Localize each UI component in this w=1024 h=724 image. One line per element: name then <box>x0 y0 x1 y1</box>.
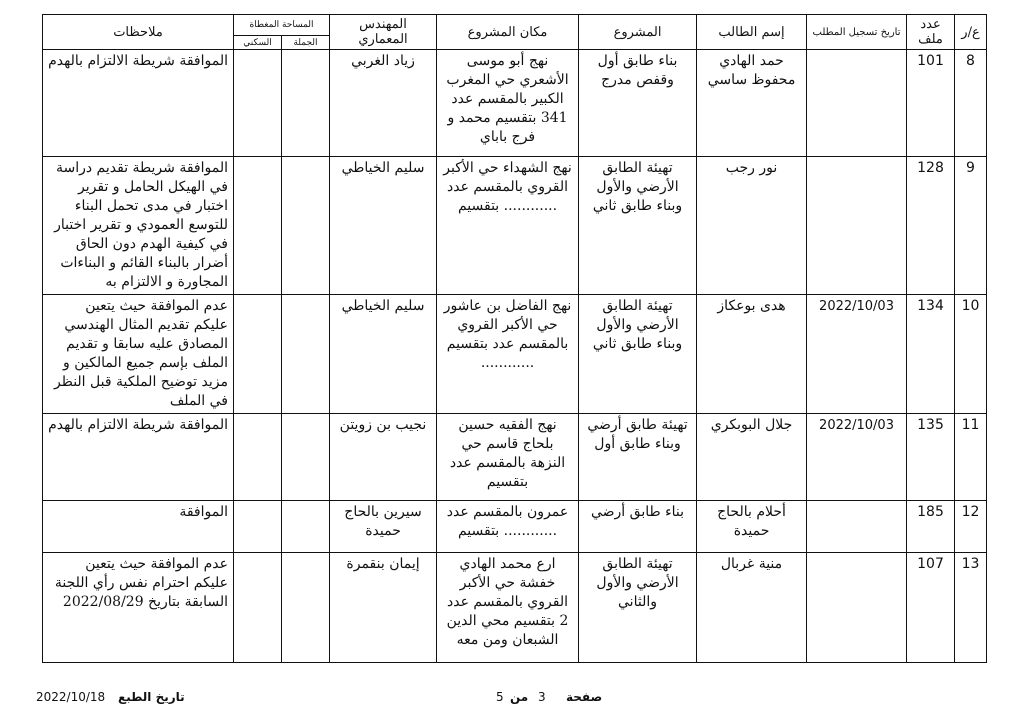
area-total <box>282 157 330 295</box>
registration-date <box>807 553 907 663</box>
area-residential <box>234 157 282 295</box>
council-decisions-table <box>42 14 987 663</box>
project-description: بناء طابق أول وقفص مدرج <box>579 50 697 157</box>
project-location: عمرون بالمقسم عدد ............ بتقسيم <box>437 501 579 553</box>
registration-date: 2022/10/03 <box>807 414 907 501</box>
table-row <box>43 414 987 501</box>
architect-name: سيرين بالحاج حميدة <box>330 501 437 553</box>
page-footer <box>0 690 1024 710</box>
header-registration-date: تاريخ تسجيل المطلب <box>807 15 907 50</box>
applicant-name: أحلام بالحاج حميدة <box>697 501 807 553</box>
architect-name: نجيب بن زويتن <box>330 414 437 501</box>
area-total <box>282 295 330 414</box>
project-description: تهيئة الطابق الأرضي والأول وبناء طابق ثاني <box>579 295 697 414</box>
registration-date <box>807 157 907 295</box>
project-description: تهيئة الطابق الأرضي والأول والثاني <box>579 553 697 663</box>
row-index: 12 <box>955 501 987 553</box>
area-total <box>282 50 330 157</box>
area-total <box>282 553 330 663</box>
notes: الموافقة <box>43 501 234 553</box>
header-area-total: الجملة <box>282 36 330 50</box>
page-of-label: من <box>510 690 529 704</box>
registration-date: 2022/10/03 <box>807 295 907 414</box>
header-architect: المهندس المعماري <box>330 15 437 50</box>
page-current: 3 <box>538 690 546 704</box>
print-date: 2022/10/18 <box>36 690 106 704</box>
project-location: نهج الفاضل بن عاشور حي الأكبر القروي بالمقسم عدد بتقسيم ............ <box>437 295 579 414</box>
file-number: 134 <box>907 295 955 414</box>
file-number: 185 <box>907 501 955 553</box>
table-row <box>43 295 987 414</box>
file-number: 135 <box>907 414 955 501</box>
header-area-residential: السكني <box>234 36 282 50</box>
architect-name: سليم الخياطي <box>330 295 437 414</box>
architect-name: زياد الغربي <box>330 50 437 157</box>
row-index: 10 <box>955 295 987 414</box>
applicant-name: جلال البوبكري <box>697 414 807 501</box>
area-residential <box>234 295 282 414</box>
header-applicant: إسم الطالب <box>697 15 807 50</box>
applicant-name: منية غربال <box>697 553 807 663</box>
table-row <box>43 501 987 553</box>
page-total: 5 <box>496 690 504 704</box>
project-description: تهيئة طابق أرضي وبناء طابق أول <box>579 414 697 501</box>
header-notes: ملاحظات <box>43 15 234 50</box>
row-index: 9 <box>955 157 987 295</box>
row-index: 11 <box>955 414 987 501</box>
page-label: صفحة <box>566 690 603 704</box>
row-index: 13 <box>955 553 987 663</box>
area-residential <box>234 553 282 663</box>
row-index: 8 <box>955 50 987 157</box>
notes: الموافقة شريطة الالتزام بالهدم <box>43 414 234 501</box>
notes: الموافقة شريطة الالتزام بالهدم <box>43 50 234 157</box>
area-residential <box>234 501 282 553</box>
architect-name: سليم الخياطي <box>330 157 437 295</box>
file-number: 128 <box>907 157 955 295</box>
project-description: بناء طابق أرضي <box>579 501 697 553</box>
print-date-label: تاريخ الطبع <box>118 690 185 704</box>
area-total <box>282 501 330 553</box>
area-residential <box>234 50 282 157</box>
table-row <box>43 553 987 663</box>
file-number: 101 <box>907 50 955 157</box>
area-total <box>282 414 330 501</box>
project-location: نهج الفقيه حسين بلحاج قاسم حي النزهة بالمقسم عدد بتقسيم <box>437 414 579 501</box>
header-file-number: عدد ملف <box>907 15 955 50</box>
project-description: تهيئة الطابق الأرضي والأول وبناء طابق ثاني <box>579 157 697 295</box>
registration-date <box>807 50 907 157</box>
notes: الموافقة شريطة تقديم دراسة في الهيكل الحامل و تقرير اختبار في مدى تحمل البناء للتوسع العمودي و تقرير اختبار في كيفية الهدم دون الحاق أضرار بالبناء القائم و البناءات المجاورة و الالتزام به <box>43 157 234 295</box>
header-project: المشروع <box>579 15 697 50</box>
header-project-location: مكان المشروع <box>437 15 579 50</box>
table-row <box>43 50 987 157</box>
applicant-name: هدى بوعكاز <box>697 295 807 414</box>
table-row <box>43 157 987 295</box>
file-number: 107 <box>907 553 955 663</box>
project-location: نهج الشهداء حي الأكبر القروي بالمقسم عدد ............ بتقسيم <box>437 157 579 295</box>
project-location: ارع محمد الهادي خفشة حي الأكبر القروي بالمقسم عدد 2 بتقسيم محي الدين الشبعان ومن معه <box>437 553 579 663</box>
registration-date <box>807 501 907 553</box>
applicant-name: نور رجب <box>697 157 807 295</box>
notes: عدم الموافقة حيث يتعين عليكم تقديم المثال الهندسي المصادق عليه سابقا و تقديم الملف بإسم جميع المالكين و مزيد توضيح الملكية قبل النظر في الملف <box>43 295 234 414</box>
area-residential <box>234 414 282 501</box>
architect-name: إيمان بنقمرة <box>330 553 437 663</box>
applicant-name: حمد الهادي محفوظ ساسي <box>697 50 807 157</box>
header-covered-area: المساحة المغطاة <box>234 15 330 36</box>
header-index: ع/ر <box>955 15 987 50</box>
notes: عدم الموافقة حيث يتعين عليكم احترام نفس رأي اللجنة السابقة بتاريخ 2022/08/29 <box>43 553 234 663</box>
project-location: نهج أبو موسى الأشعري حي المغرب الكبير بالمقسم عدد 341 بتقسيم محمد و فرج باباي <box>437 50 579 157</box>
